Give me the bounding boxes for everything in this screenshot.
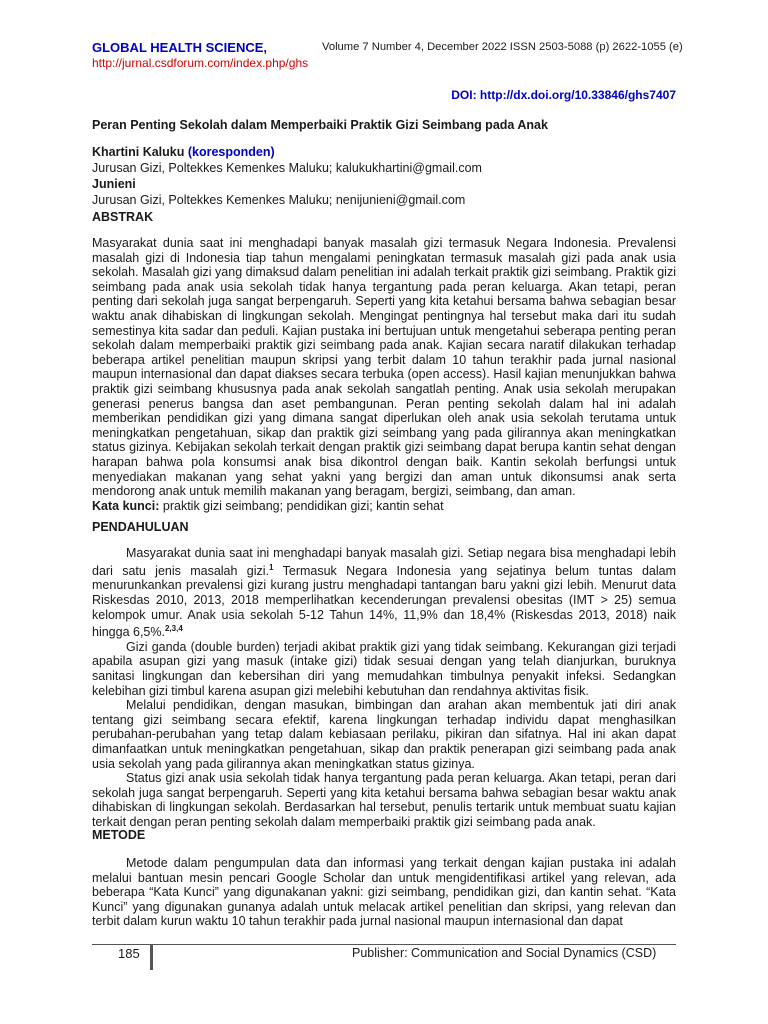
intro-heading: PENDAHULUAN bbox=[92, 520, 189, 534]
footer-divider-vertical bbox=[150, 944, 153, 970]
author-name: Junieni bbox=[92, 177, 136, 191]
paper-title: Peran Penting Sekolah dalam Memperbaiki Praktik Gizi Seimbang pada Anak bbox=[92, 118, 548, 132]
page-number: 185 bbox=[118, 946, 140, 961]
volume-info: Volume 7 Number 4, December 2022 ISSN 2503-5088 (p) 2622-1055 (e) bbox=[322, 41, 683, 53]
journal-name: GLOBAL HEALTH SCIENCE, bbox=[92, 40, 268, 55]
author-affiliation: Jurusan Gizi, Poltekkes Kemenkes Maluku; kalukukhartini@gmail.com bbox=[92, 161, 482, 175]
abstract-heading: ABSTRAK bbox=[92, 210, 154, 224]
author-name: Khartini Kaluku bbox=[92, 145, 185, 159]
intro-paragraph: Status gizi anak usia sekolah tidak hanya tergantung pada peran keluarga. Akan tetapi, peran dari sekolah juga sangat berpengaruh. Seperti yang kita ketahui bersama bahwa sebagian besar waktu anak dihabiskan di lingkungan sekolah. Berdasarkan hal tersebut, penulis tertarik untuk membuat suatu kajian terkait dengan peran penting sekolah dalam memperbaiki praktik gizi seimbang pada anak. bbox=[92, 771, 676, 829]
abstract-text: Masyarakat dunia saat ini menghadapi banyak masalah gizi termasuk Negara Indonesia. Prevalensi masalah gizi di Indonesia tiap tahun mengalami peningkatan termasuk masalah gizi pada anak usia sekolah. Masalah gizi yang dimaksud dalam penelitian ini adalah terkait praktik gizi seimbang. Praktik gizi seimbang pada anak usia sekolah tidak hanya tergantung pada peran keluarga. Akan tetapi, peran penting dari sekolah juga sangat berpengaruh. Seperti yang kita ketahui bersama bahwa sebagian besar waktu anak dihabiskan di lingkungan sekolah. Mengingat pentingnya hal tersebut maka dari itu sudah semestinya kita sadar dan peduli. Kajian pustaka ini bertujuan untuk mengetahui seberapa penting peran sekolah dalam memperbaiki praktik gizi seimbang pada anak. Kajian secara naratif dilakukan terhadap beberapa artikel penelitian maupun skripsi yang terbit dalam 10 tahun terakhir pada jurnal nasional maupun internasional dan dapat diakses secara terbuka (open access). Hasil kajian menunjukkan bahwa praktik gizi seimbang khususnya pada anak sekolah sangatlah penting. Anak usia sekolah merupakan generasi penerus bangsa dan aset pembangunan. Peran penting sekolah dalam hal ini adalah memberikan pendidikan gizi yang dimana sangat diperlukan oleh anak usia sekolah terutama untuk meningkatkan pengetahuan, sikap dan praktik gizi seimbang yang pada gilirannya akan meningkatkan status gizinya. Kebijakan sekolah terkait dengan praktik gizi seimbang dapat berupa kantin sehat dengan harapan bahwa pola konsumsi anak bisa dikontrol dengan baik. Kantin sekolah berfungsi untuk menyediakan makanan yang sehat yakni yang bergizi dan aman untuk dikonsumsi anak serta mendorong anak untuk memilih makanan yang beragam, bergizi, seimbang, dan aman. bbox=[92, 236, 676, 499]
journal-url-link[interactable]: http://jurnal.csdforum.com/index.php/ghs bbox=[92, 56, 309, 70]
keywords-label: Kata kunci: bbox=[92, 498, 160, 513]
journal-header bbox=[92, 40, 683, 55]
footer-divider bbox=[92, 944, 676, 945]
intro-paragraph: Masyarakat dunia saat ini menghadapi banyak masalah gizi. Setiap negara bisa menghadapi lebih dari satu jenis masalah gizi.$^1$ Termasuk Negara Indonesia yang sejatinya belum tuntas dalam menurunkankan prevalensi gizi kurang justru menghadapi tantangan baru yakni gizi lebih. Menurut data Riskesdas 2010, 2013, 2018 memperlihatkan kecenderungan prevalensi obesitas (IMT > 25) semua kelompok umur. Anak usia sekolah 5-12 Tahun 14%, 11,9% dan 18,4% (Riskesdas 2013, 2018) naik hingga 6,5%.$^{2,3,4}$ bbox=[92, 546, 677, 640]
doi-link[interactable]: DOI: http://dx.doi.org/10.33846/ghs7407 bbox=[451, 88, 676, 102]
intro-paragraph: Melalui pendidikan, dengan masukan, bimbingan dan arahan akan membentuk jati diri anak tentang gizi seimbang secara efektif, karena lingkungan terhadap individu dapat menghasilkan perubahan-perubahan yang tetap dalam kebiasaan perilaku, pikiran dan sifatnya. Hal ini akan dapat dimanfaatkan untuk meningkatkan pengetahuan, sikap dan praktik penerapan gizi seimbang pada anak usia sekolah yang pada gilirannya akan meningkatkan status gizinya. bbox=[92, 698, 676, 771]
corresponding-label: (koresponden) bbox=[187, 145, 275, 159]
author-block bbox=[92, 144, 676, 208]
method-heading: METODE bbox=[92, 828, 146, 842]
keywords-line bbox=[92, 499, 676, 513]
author-affiliation: Jurusan Gizi, Poltekkes Kemenkes Maluku; nenijunieni@gmail.com bbox=[92, 193, 466, 207]
publisher-text: Publisher: Communication and Social Dynamics (CSD) bbox=[352, 946, 657, 960]
intro-paragraph: Gizi ganda (double burden) terjadi akibat praktik gizi yang tidak seimbang. Kekurangan gizi terjadi apabila asupan gizi yang masuk (intake gizi) tidak sesuai dengan yang telah dianjurkan, buruknya sanitasi lingkungan dan kebersihan diri yang memudahkan timbulnya penyakit infeksi. Sedangkan kelebihan gizi timbul karena asupan gizi melebihi kebutuhan dan rendahnya aktivitas fisik. bbox=[92, 639, 676, 698]
keywords: praktik gizi seimbang; pendidikan gizi; kantin sehat bbox=[162, 498, 444, 513]
method-paragraph: Metode dalam pengumpulan data dan informasi yang terkait dengan kajian pustaka ini adalah melalui bantuan mesin pencari Google Scholar dan untuk mengidentifikasi artikel yang relevan, ada beberapa “Kata Kunci” yang digunakanan yakni: gizi seimbang, pendidikan gizi, dan kantin sehat. “Kata Kunci” yang digunakan gunanya adalah untuk melacak artikel penelitian dan skripsi, yang relevan dan terbit dalam kurun waktu 10 tahun terakhir pada jurnal nasional maupun internasional dan dapat bbox=[92, 856, 676, 929]
